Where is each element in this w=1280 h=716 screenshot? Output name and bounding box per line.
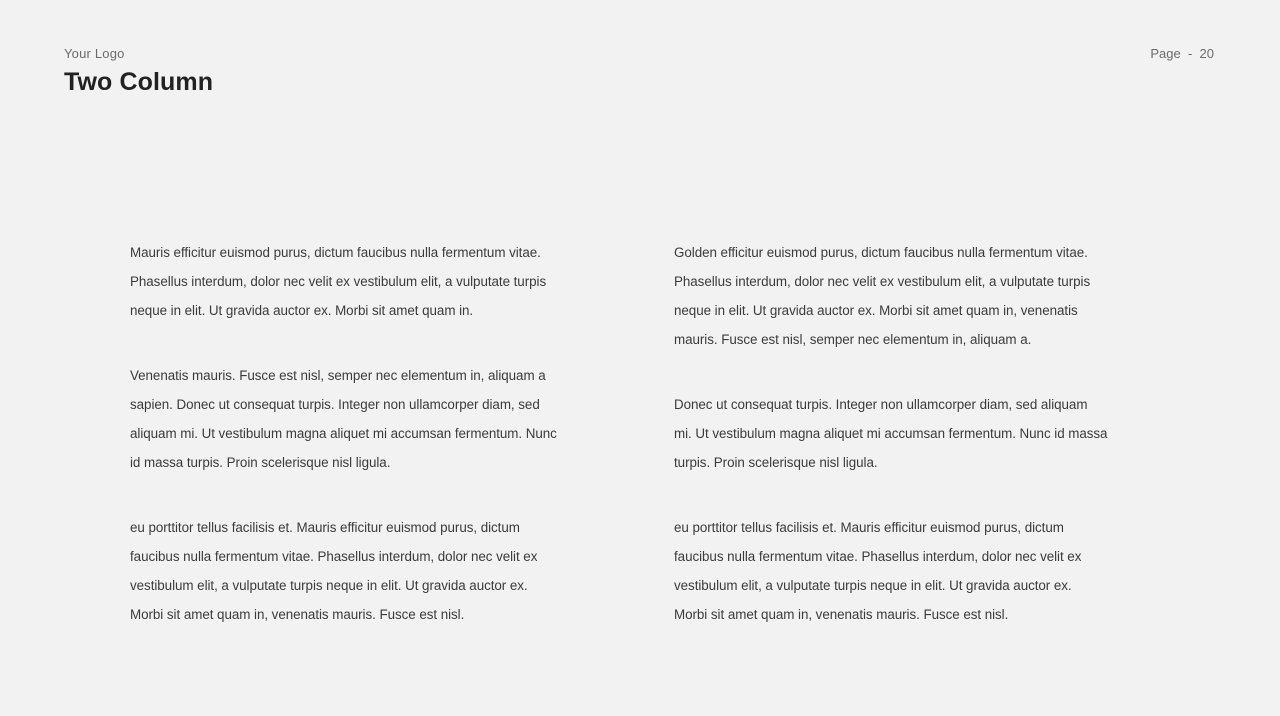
left-paragraph-3: eu porttitor tellus facilisis et. Mauris efficitur euismod purus, dictum faucibus nulla fermentum vitae. Phasellus interdum, dolor nec velit ex vestibulum elit, a vulputate turpis neque in elit. Ut gravida auctor ex. Morbi sit amet quam in, venenatis mauris. Fusce est nisl. [130, 520, 538, 622]
right-paragraph-2: Donec ut consequat turpis. Integer non ullamcorper diam, sed aliquam mi. Ut vestibulum magna aliquet mi accumsan fermentum. Nunc id massa turpis. Proin scelerisque nisl ligula. [674, 397, 1108, 470]
left-column [130, 238, 610, 629]
page-title: Two Column [64, 68, 214, 96]
right-paragraph-3: eu porttitor tellus facilisis et. Mauris efficitur euismod purus, dictum faucibus nulla fermentum vitae. Phasellus interdum, dolor nec velit ex vestibulum elit, a vulputate turpis neque in elit. Ut gravida auctor ex. Morbi sit amet quam in, venenatis mauris. Fusce est nisl. [674, 520, 1082, 622]
right-column [674, 238, 1154, 629]
page-number: Page - 20 [1150, 46, 1214, 61]
right-paragraph-1: Golden efficitur euismod purus, dictum faucibus nulla fermentum vitae. Phasellus interdum, dolor nec velit ex vestibulum elit, a vulputate turpis neque in elit. Ut gravida auctor ex. Morbi sit amet quam in, venenatis mauris. Fusce est nisl, semper nec elementum in, aliquam a. [674, 245, 1091, 347]
logo-text: Your Logo [64, 46, 125, 61]
left-paragraph-1: Mauris efficitur euismod purus, dictum faucibus nulla fermentum vitae. Phasellus interdum, dolor nec velit ex vestibulum elit, a vulputate turpis neque in elit. Ut gravida auctor ex. Morbi sit amet quam in. [130, 245, 547, 318]
left-paragraph-2: Venenatis mauris. Fusce est nisl, semper nec elementum in, aliquam a sapien. Donec ut consequat turpis. Integer non ullamcorper diam, sed aliquam mi. Ut vestibulum magna aliquet mi accumsan fermentum. Nunc id massa turpis. Proin scelerisque nisl ligula. [130, 368, 557, 470]
